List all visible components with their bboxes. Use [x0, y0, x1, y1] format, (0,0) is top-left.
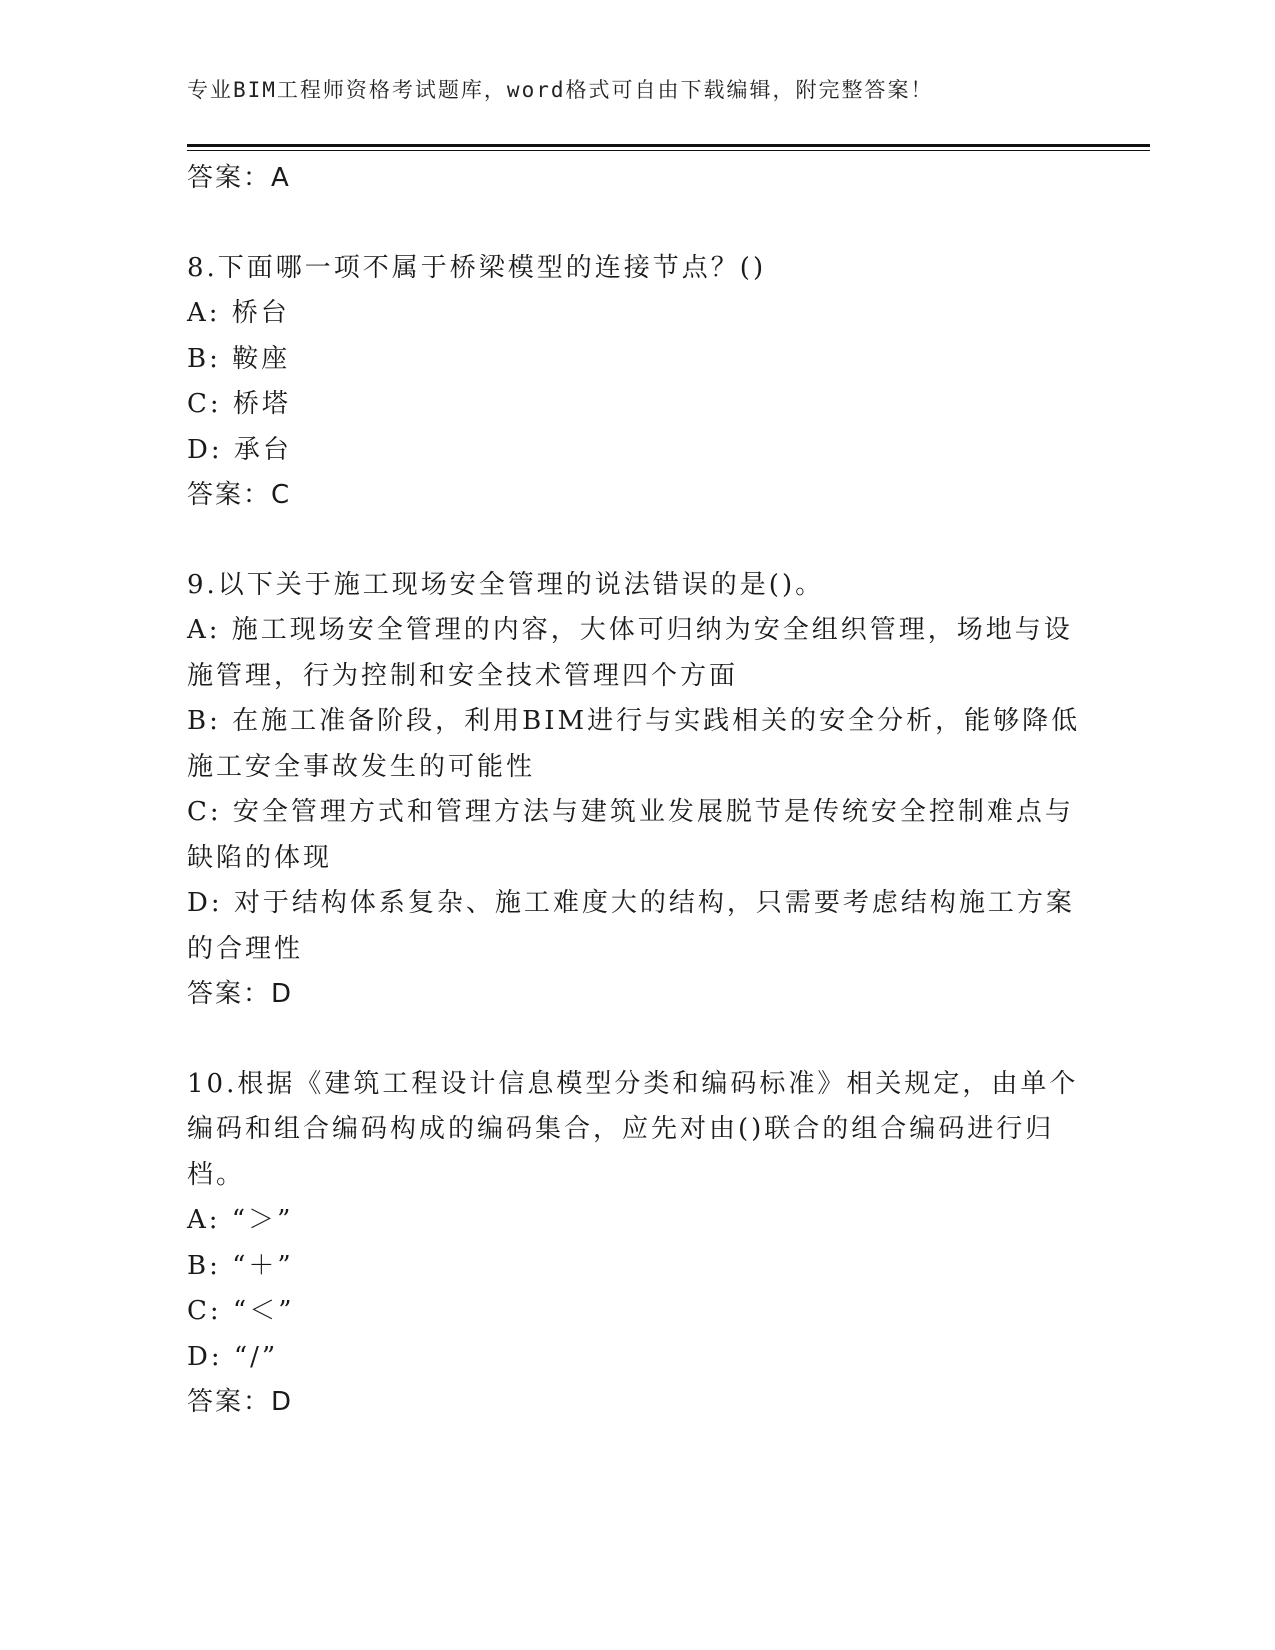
answer: 答案：D	[187, 979, 294, 1009]
option-c: C: 安全管理方式和管理方法与建筑业发展脱节是传统安全控制难点与	[187, 797, 1074, 827]
question-stem-continued: 编码和组合编码构成的编码集合，应先对由()联合的组合编码进行归	[187, 1114, 1055, 1144]
question-9	[187, 563, 1087, 1018]
option-b: B: 在施工准备阶段，利用BIM进行与实践相关的安全分析，能够降低	[187, 706, 1081, 736]
option-a: A: “＞”	[187, 1205, 294, 1235]
option-d: D: “/”	[187, 1341, 279, 1372]
option-c: C: “＜”	[187, 1296, 295, 1326]
question-8	[187, 246, 1087, 519]
previous-answer: 答案：A	[187, 163, 291, 193]
header-rule-thin	[187, 150, 1150, 151]
option-c-continued: 缺陷的体现	[187, 842, 333, 873]
answer: 答案：D	[187, 1387, 294, 1417]
option-a-continued: 施管理，行为控制和安全技术管理四个方面	[187, 660, 739, 691]
header-rule-thick	[187, 144, 1150, 147]
question-stem: 8.下面哪一项不属于桥梁模型的连接节点？()	[187, 252, 767, 283]
page-header: 专业BIM工程师资格考试题库，word格式可自由下载编辑，附完整答案！	[187, 78, 934, 102]
option-d-continued: 的合理性	[187, 933, 304, 964]
option-d: D: 对于结构体系复杂、施工难度大的结构，只需要考虑结构施工方案	[187, 888, 1075, 918]
option-b: B: “＋”	[187, 1250, 294, 1281]
question-stem: 9.以下关于施工现场安全管理的说法错误的是()。	[187, 569, 825, 600]
question-10	[187, 1062, 1087, 1426]
question-stem-continued: 档。	[187, 1159, 246, 1190]
question-list	[187, 156, 1087, 1426]
option-b-continued: 施工安全事故发生的可能性	[187, 751, 536, 782]
option-b: B: 鞍座	[187, 343, 291, 374]
question-stem: 10.根据《建筑工程设计信息模型分类和编码标准》相关规定，由单个	[187, 1068, 1079, 1099]
option-d: D: 承台	[187, 434, 292, 465]
answer: 答案：C	[187, 480, 292, 510]
option-a: A: 桥台	[187, 298, 290, 328]
option-a: A: 施工现场安全管理的内容，大体可归纳为安全组织管理，场地与设	[187, 615, 1073, 645]
option-c: C: 桥塔	[187, 389, 291, 419]
